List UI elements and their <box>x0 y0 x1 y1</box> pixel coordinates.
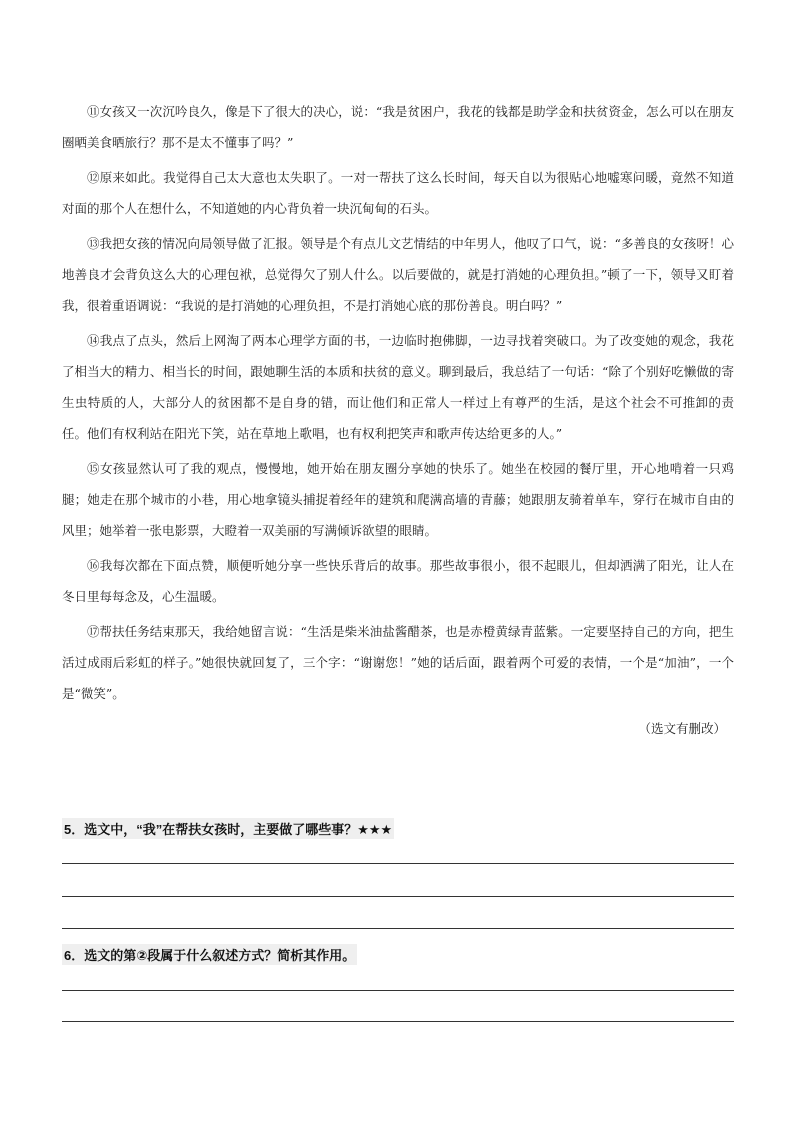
answer-line-5-3[interactable] <box>62 928 734 929</box>
question-5 <box>62 818 734 839</box>
answer-line-6-1[interactable] <box>62 990 734 991</box>
question-6 <box>62 944 734 965</box>
question-6-text: 6．选文的第②段属于什么叙述方式？简析其作用。 <box>62 944 357 965</box>
answer-line-5-2[interactable] <box>62 896 734 897</box>
source-note: （选文有删改） <box>638 721 726 736</box>
reading-passage <box>62 96 734 744</box>
paragraph-12: ⑫原来如此。我觉得自己太大意也太失职了。一对一帮扶了这么长时间，每天自以为很贴心地嘘寒问暖，竟然不知道对面的那个人在想什么，不知道她的内心背负着一块沉甸甸的石头。 <box>62 170 734 216</box>
paragraph-15: ⑮女孩显然认可了我的观点，慢慢地，她开始在朋友圈分享她的快乐了。她坐在校园的餐厅里，开心地啃着一只鸡腿；她走在那个城市的小巷，用心地拿镜头捕捉着经年的建筑和爬满高墙的青藤；她跟朋友骑着单车，穿行在城市自由的风里；她举着一张电影票，大瞪着一双美丽的写满倾诉欲望的眼睛。 <box>62 461 734 538</box>
paragraph-16: ⑯我每次都在下面点赞，顺便听她分享一些快乐背后的故事。那些故事很小，很不起眼儿，但却洒满了阳光，让人在冬日里每每念及，心生温暖。 <box>62 558 734 604</box>
question-5-text: 5．选文中，“我”在帮扶女孩时，主要做了哪些事？★★★ <box>62 818 394 839</box>
paragraph-14: ⑭我点了点头，然后上网淘了两本心理学方面的书，一边临时抱佛脚，一边寻找着突破口。为了改变她的观念，我花了相当大的精力、相当长的时间，跟她聊生活的本质和扶贫的意义。聊到最后，我总结了一句话：“除了个别好吃懒做的寄生虫特质的人，大部分人的贫困都不是自身的错，而让他们和正常人一样过上有尊严的生活，是这个社会不可推卸的责任。他们有权利站在阳光下笑，站在草地上歌唱，也有权利把笑声和歌声传达给更多的人。” <box>62 333 734 441</box>
answer-line-5-1[interactable] <box>62 863 734 864</box>
answer-line-6-2[interactable] <box>62 1021 734 1022</box>
paragraph-17: ⑰帮扶任务结束那天，我给她留言说：“生活是柴米油盐酱醋茶，也是赤橙黄绿青蓝紫。一定要坚持自己的方向，把生活过成雨后彩虹的样子。”她很快就回复了，三个字：“谢谢您！”她的话后面，跟着两个可爱的表情，一个是“加油”，一个是“微笑”。 <box>62 624 734 701</box>
paragraph-11: ⑪女孩又一次沉吟良久，像是下了很大的决心，说：“我是贫困户，我花的钱都是助学金和扶贫资金，怎么可以在朋友圈晒美食晒旅行？那不是太不懂事了吗？” <box>62 104 734 150</box>
paragraph-13: ⑬我把女孩的情况向局领导做了汇报。领导是个有点儿文艺情结的中年男人，他叹了口气，说：“多善良的女孩呀！心地善良才会背负这么大的心理包袱，总觉得欠了别人什么。以后要做的，就是打消她的心理负担。”顿了一下，领导又盯着我，很着重语调说：“我说的是打消她的心理负担，不是打消她心底的那份善良。明白吗？” <box>62 236 734 313</box>
